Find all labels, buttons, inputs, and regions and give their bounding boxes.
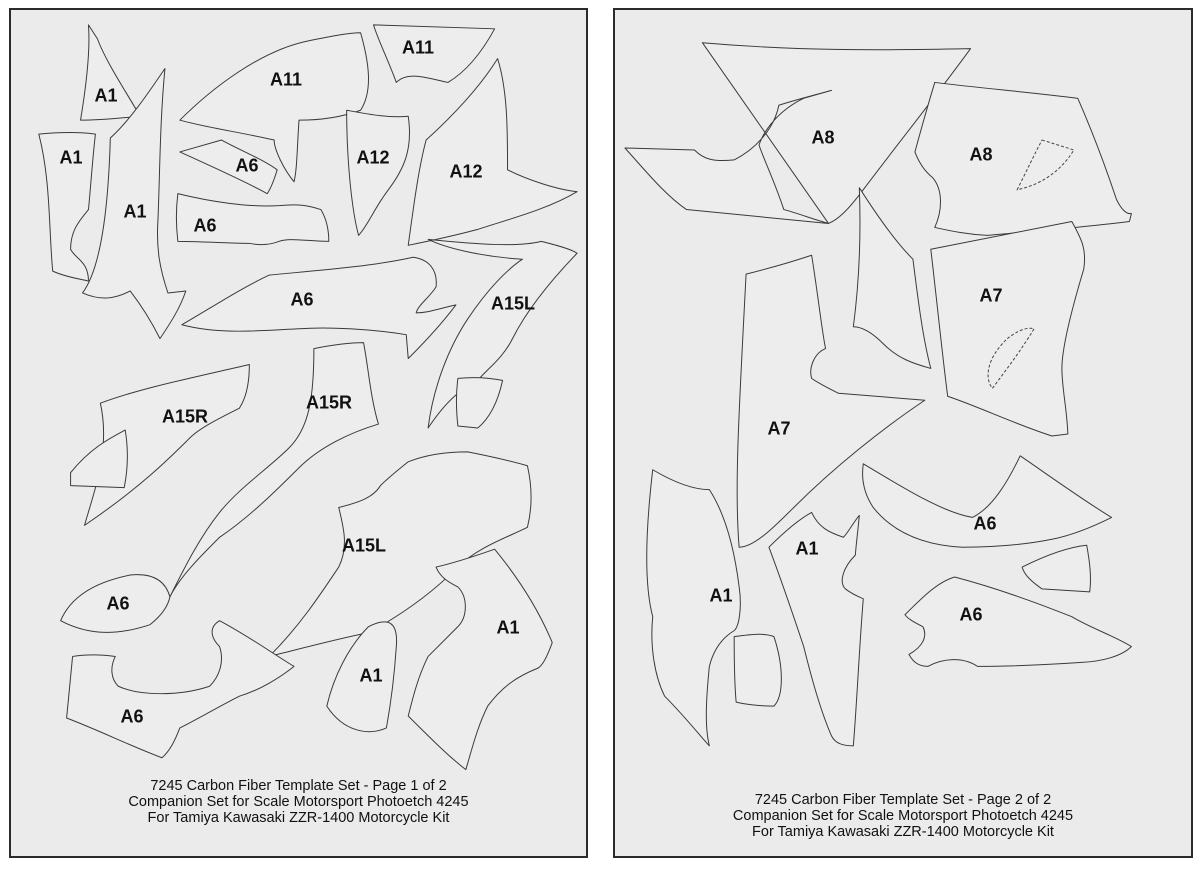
template-pieces-page-1 <box>11 10 586 856</box>
piece-a6-bottom <box>67 621 294 758</box>
piece-a6-tab <box>1022 545 1090 592</box>
caption-title: 7245 Carbon Fiber Template Set - Page 1 of 2 <box>150 778 447 794</box>
template-sheet-page-2 <box>613 8 1193 858</box>
label-a1-teardrop: A1 <box>359 665 383 686</box>
label-a1-left: A1 <box>709 585 733 606</box>
label-a1: A1 <box>94 85 118 106</box>
label-a11: A11 <box>269 69 303 90</box>
piece-a12-right <box>408 59 577 246</box>
piece-a15r-tab <box>71 430 128 488</box>
piece-a15l-tab <box>456 378 502 428</box>
caption-kit: For Tamiya Kawasaki ZZR-1400 Motorcycle Kit <box>752 824 1054 840</box>
label-a1-center: A1 <box>795 538 819 559</box>
label-a6-small: A6 <box>235 155 259 176</box>
label-a7-right: A7 <box>979 285 1003 306</box>
label-a8: A8 <box>811 127 835 148</box>
caption-page-1 <box>11 778 586 826</box>
piece-a1-left <box>647 470 741 746</box>
piece-a6-bottom-right <box>905 577 1131 666</box>
caption-kit: For Tamiya Kawasaki ZZR-1400 Motorcycle Kit <box>147 810 450 826</box>
caption-title: 7245 Carbon Fiber Template Set - Page 2 of 2 <box>754 792 1052 808</box>
label-a12-right: A12 <box>449 161 483 182</box>
piece-a12 <box>347 110 410 235</box>
template-sheet-page-1 <box>9 8 588 858</box>
label-a1-strip: A1 <box>59 147 83 168</box>
caption-companion: Companion Set for Scale Motorsport Photoetch 4245 <box>128 794 469 810</box>
label-a12: A12 <box>356 147 390 168</box>
label-a7-left: A7 <box>767 418 791 439</box>
label-a6-bottom: A6 <box>120 706 144 727</box>
label-a6-bottom-right: A6 <box>959 604 983 625</box>
label-a6-oval: A6 <box>106 593 130 614</box>
label-a15r-center: A15R <box>305 392 353 413</box>
piece-a6-small <box>180 140 277 194</box>
label-a6-upper: A6 <box>973 513 997 534</box>
piece-a15l-upper <box>428 239 577 428</box>
piece-a11-small <box>373 25 494 83</box>
piece-a8 <box>625 43 971 224</box>
label-a1-tall: A1 <box>123 201 147 222</box>
piece-a6-long <box>182 257 456 358</box>
piece-a7-center <box>853 188 930 369</box>
label-a6-mid: A6 <box>193 215 217 236</box>
label-a11-small: A11 <box>401 37 435 58</box>
label-a8-right: A8 <box>969 144 993 165</box>
piece-a8-right <box>915 82 1131 235</box>
template-pieces-page-2 <box>615 10 1191 856</box>
piece-a1-tab <box>734 634 781 706</box>
caption-companion: Companion Set for Scale Motorsport Photoetch 4245 <box>732 808 1074 824</box>
label-a15l-lower: A15L <box>341 535 387 556</box>
piece-a7-right <box>931 221 1085 436</box>
label-a1-right: A1 <box>496 617 520 638</box>
label-a15r: A15R <box>161 406 209 427</box>
label-a6-long: A6 <box>290 289 314 310</box>
label-a15l-upper: A15L <box>490 293 536 314</box>
caption-page-2 <box>615 792 1191 840</box>
